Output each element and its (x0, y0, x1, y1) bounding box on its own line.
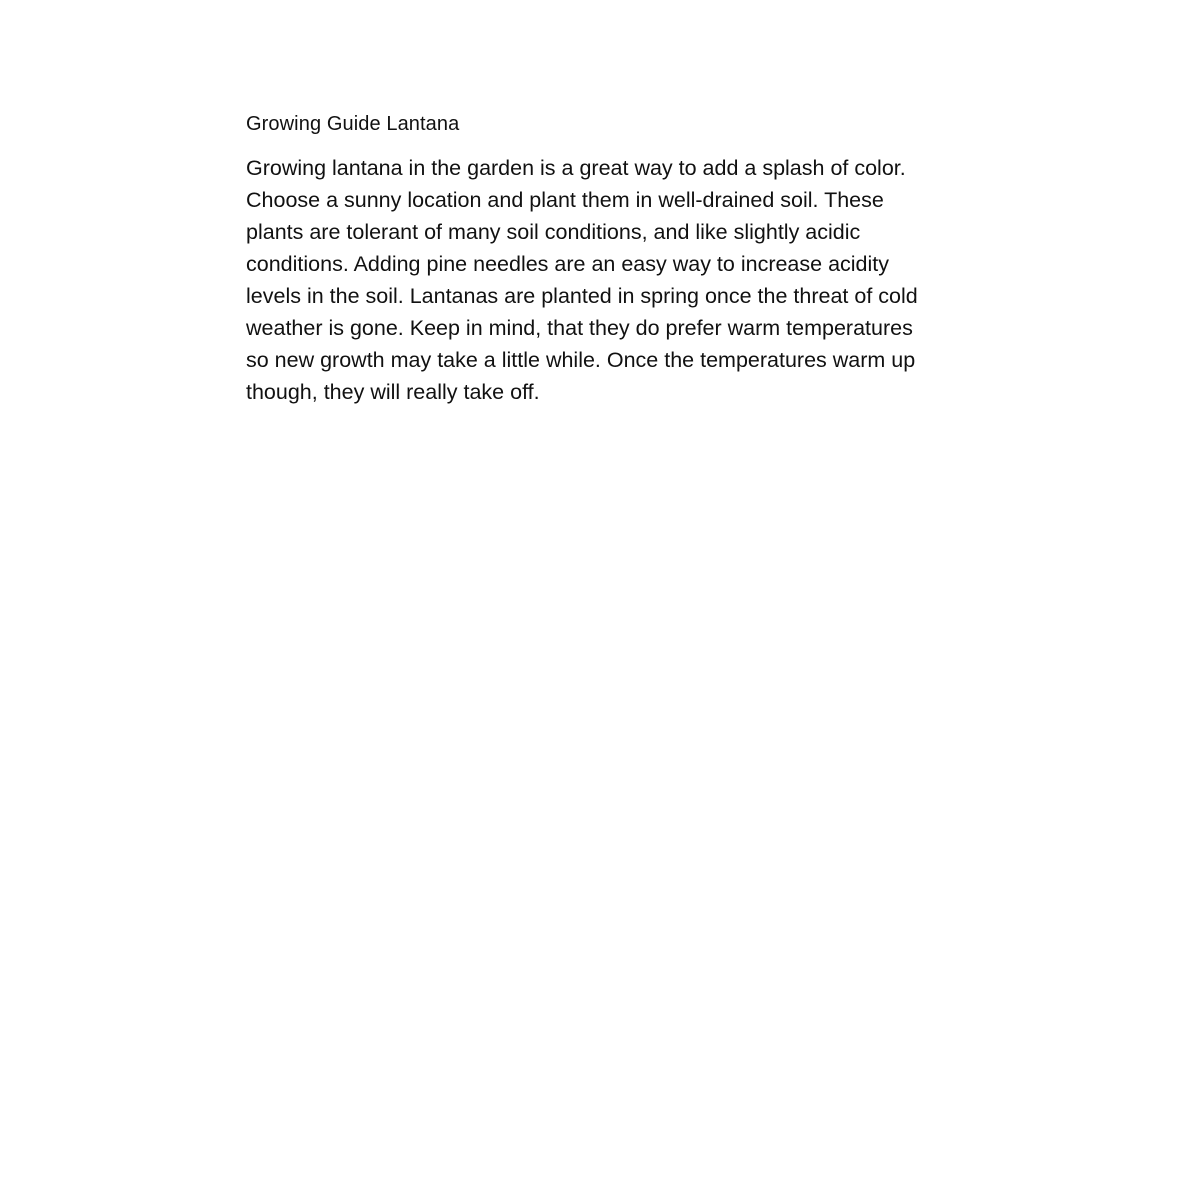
paragraph-line: weather is gone. Keep in mind, that they do prefer warm temperatures (246, 316, 913, 340)
paragraph-line: though, they will really take off. (246, 380, 540, 404)
paragraph-line: levels in the soil. Lantanas are planted in spring once the threat of cold (246, 284, 918, 308)
body-paragraph (246, 152, 966, 408)
paragraph-line: plants are tolerant of many soil conditions, and like slightly acidic (246, 220, 861, 244)
document-title: Growing Guide Lantana (246, 113, 460, 135)
paragraph-line: conditions. Adding pine needles are an easy way to increase acidity (246, 252, 890, 276)
paragraph-line: Choose a sunny location and plant them in well-drained soil. These (246, 188, 884, 212)
document-content (246, 110, 966, 408)
paragraph-line: so new growth may take a little while. Once the temperatures warm up (246, 348, 916, 372)
paragraph-line: Growing lantana in the garden is a great way to add a splash of color. (246, 156, 906, 180)
